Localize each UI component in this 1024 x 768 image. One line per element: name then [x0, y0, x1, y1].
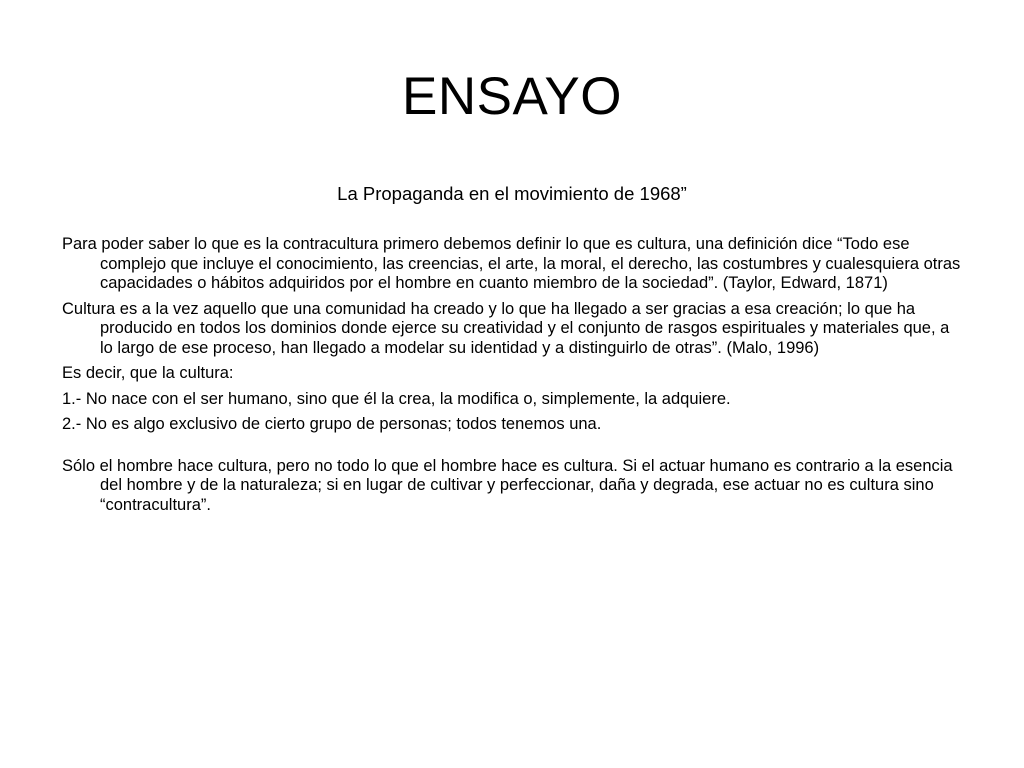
- slide-subtitle: La Propaganda en el movimiento de 1968”: [337, 183, 687, 204]
- paragraph-point-1: 1.- No nace con el ser humano, sino que él la crea, la modifica o, simplemente, la adquiere.: [62, 389, 731, 408]
- paragraph-culture-definition: Para poder saber lo que es la contracultura primero debemos definir lo que es cultura, una definición dice “Todo ese complejo que incluye el conocimiento, las creencias, el arte, la moral, el derecho, las costumbres y cualesquiera otras capacidades o hábitos adquiridos por el hombre en cuanto miembro de la sociedad”. (Taylor, Edward, 1871): [62, 235, 961, 292]
- paragraph-culture-malo: Cultura es a la vez aquello que una comunidad ha creado y lo que ha llegado a ser gracias a esa creación; lo que ha producido en todos los dominios donde ejerce su creatividad y el conjunto de rasgos espirituales y materiales que, a lo largo de ese proceso, han llegado a modelar su identidad y a distinguirlo de otras”. (Malo, 1996): [62, 299, 950, 357]
- slide-title: ENSAYO: [402, 67, 622, 126]
- paragraph-es-decir: Es decir, que la cultura:: [62, 364, 234, 382]
- paragraph-contracultura: Sólo el hombre hace cultura, pero no todo lo que el hombre hace es cultura. Si el actuar humano es contrario a la esencia del hombre y de la naturaleza; si en lugar de cultivar y perfeccionar, daña y degrada, ese actuar no es cultura sino “contracultura”.: [62, 456, 953, 514]
- slide-body: [62, 235, 962, 521]
- paragraph-point-2: 2.- No es algo exclusivo de cierto grupo de personas; todos tenemos una.: [62, 415, 602, 433]
